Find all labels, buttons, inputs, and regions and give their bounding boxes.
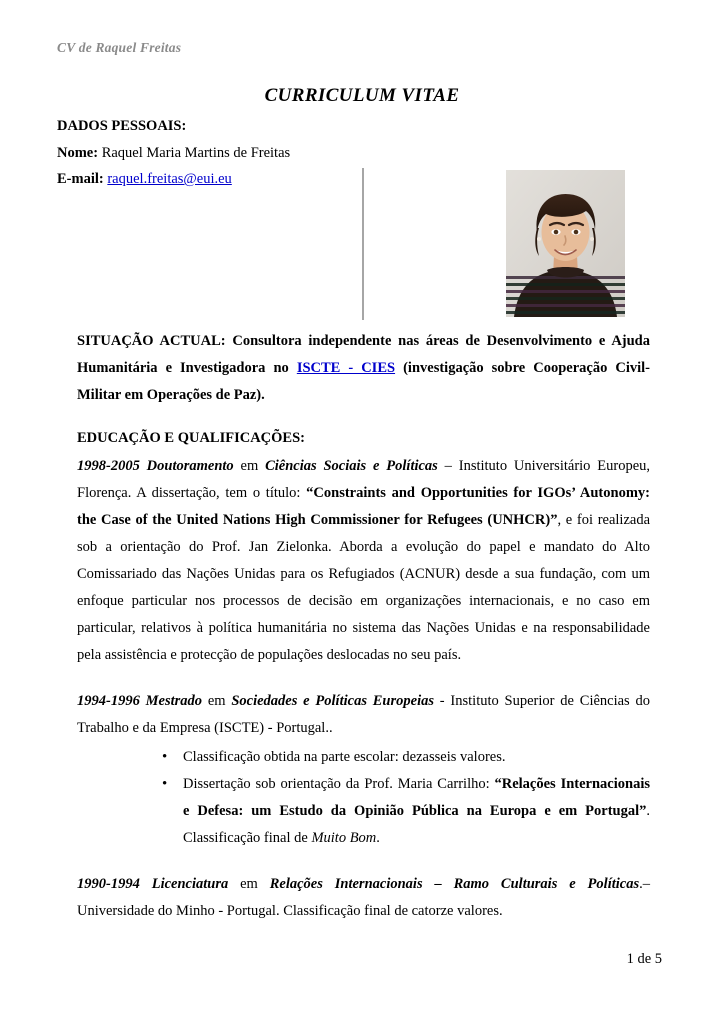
personal-data-email-row (57, 171, 232, 188)
masters-connector: em (202, 693, 232, 709)
avatar (506, 170, 625, 317)
current-situation-text-after: (investigação sobre Cooperação Civil-Militar em Operações de Paz). (77, 360, 651, 403)
degree-field: Relações Internacionais – Ramo Culturais e Políticas (269, 876, 640, 892)
current-situation-paragraph (77, 328, 650, 409)
current-situation-text-before: Consultora independente nas áreas de Desenvolvimento e Ajuda Humanitária e Investigadora no (77, 333, 650, 376)
name-label: Nome: (57, 145, 99, 161)
masters-final-grade: Muito Bom (311, 830, 377, 846)
masters-bullet-1-text: Classificação obtida na parte escolar: dezasseis valores. (183, 749, 506, 765)
doctorate-field: Ciências Sociais e Políticas (265, 458, 438, 474)
page-footer: 1 de 5 (626, 951, 662, 967)
masters-field: Sociedades e Políticas Europeias (231, 693, 434, 709)
personal-data-heading: DADOS PESSOAIS: (57, 118, 187, 134)
vertical-divider-rule (362, 168, 364, 320)
email-link[interactable]: raquel.freitas@eui.eu (107, 171, 232, 187)
masters-dissertation-title: “Relações Internacionais e Defesa: um Estudo da Opinião Pública na Europa e em Portugal” (183, 776, 650, 819)
degree-paragraph (77, 871, 650, 925)
doctorate-connector: em (233, 458, 266, 474)
doctorate-paragraph (77, 453, 650, 669)
list-item (160, 771, 650, 852)
masters-bullet-2-lead: Dissertação sob orientação da Prof. Maria Carrilho: (183, 776, 495, 792)
degree-years-degree: 1990-1994 Licenciatura (77, 876, 229, 892)
education-heading: EDUCAÇÃO E QUALIFICAÇÕES: (77, 430, 305, 446)
doctorate-institution: – Instituto Universitário Europeu, Florença. A dissertação, tem o título: (77, 458, 651, 501)
doctorate-thesis-title: “Constraints and Opportunities for IGOs’ Autonomy: the Case of the United Nations High Commissioner for Refugees (UNHCR)” (77, 485, 650, 528)
page-title: CURRICULUM VITAE (264, 85, 460, 106)
degree-institution: .– Universidade do Minho - Portugal. Classificação final de catorze valores. (77, 876, 650, 919)
portrait-photo-icon (506, 170, 625, 317)
masters-bullet-2-mid: . Classificação final de (183, 803, 650, 846)
masters-years-degree: 1994-1996 Mestrado (77, 693, 203, 709)
doctorate-rest: , e foi realizada sob a orientação do Prof. Jan Zielonka. Aborda a evolução do papel e mandato do Alto Comissariado das Nações Unidas para os Refugiados (ACNUR) desde a sua fundação, com um enfoque particular nos processos de decisão em organizações internacionais, e no caso em particular, relativos à política humanitária no sistema das Nações Unidas e na responsabilidade pela assistência e protecção de populações deslocadas no seu país. (77, 512, 651, 663)
name-value: Raquel Maria Martins de Freitas (98, 145, 291, 161)
masters-bullet-2-tail: . (376, 830, 380, 846)
degree-connector: em (228, 876, 270, 892)
personal-data-name-row (57, 145, 290, 162)
masters-paragraph (77, 688, 650, 742)
running-header: CV de Raquel Freitas (57, 40, 182, 55)
current-situation-label: SITUAÇÃO ACTUAL: (77, 333, 226, 349)
masters-institution: - Instituto Superior de Ciências do Trabalho e da Empresa (ISCTE) - Portugal.. (77, 693, 650, 736)
doctorate-years-degree: 1998-2005 Doutoramento (77, 458, 234, 474)
email-label: E-mail: (57, 171, 104, 187)
list-item (160, 744, 650, 771)
masters-bullet-list (160, 744, 650, 852)
iscte-cies-link[interactable]: ISCTE - CIES (296, 360, 396, 376)
